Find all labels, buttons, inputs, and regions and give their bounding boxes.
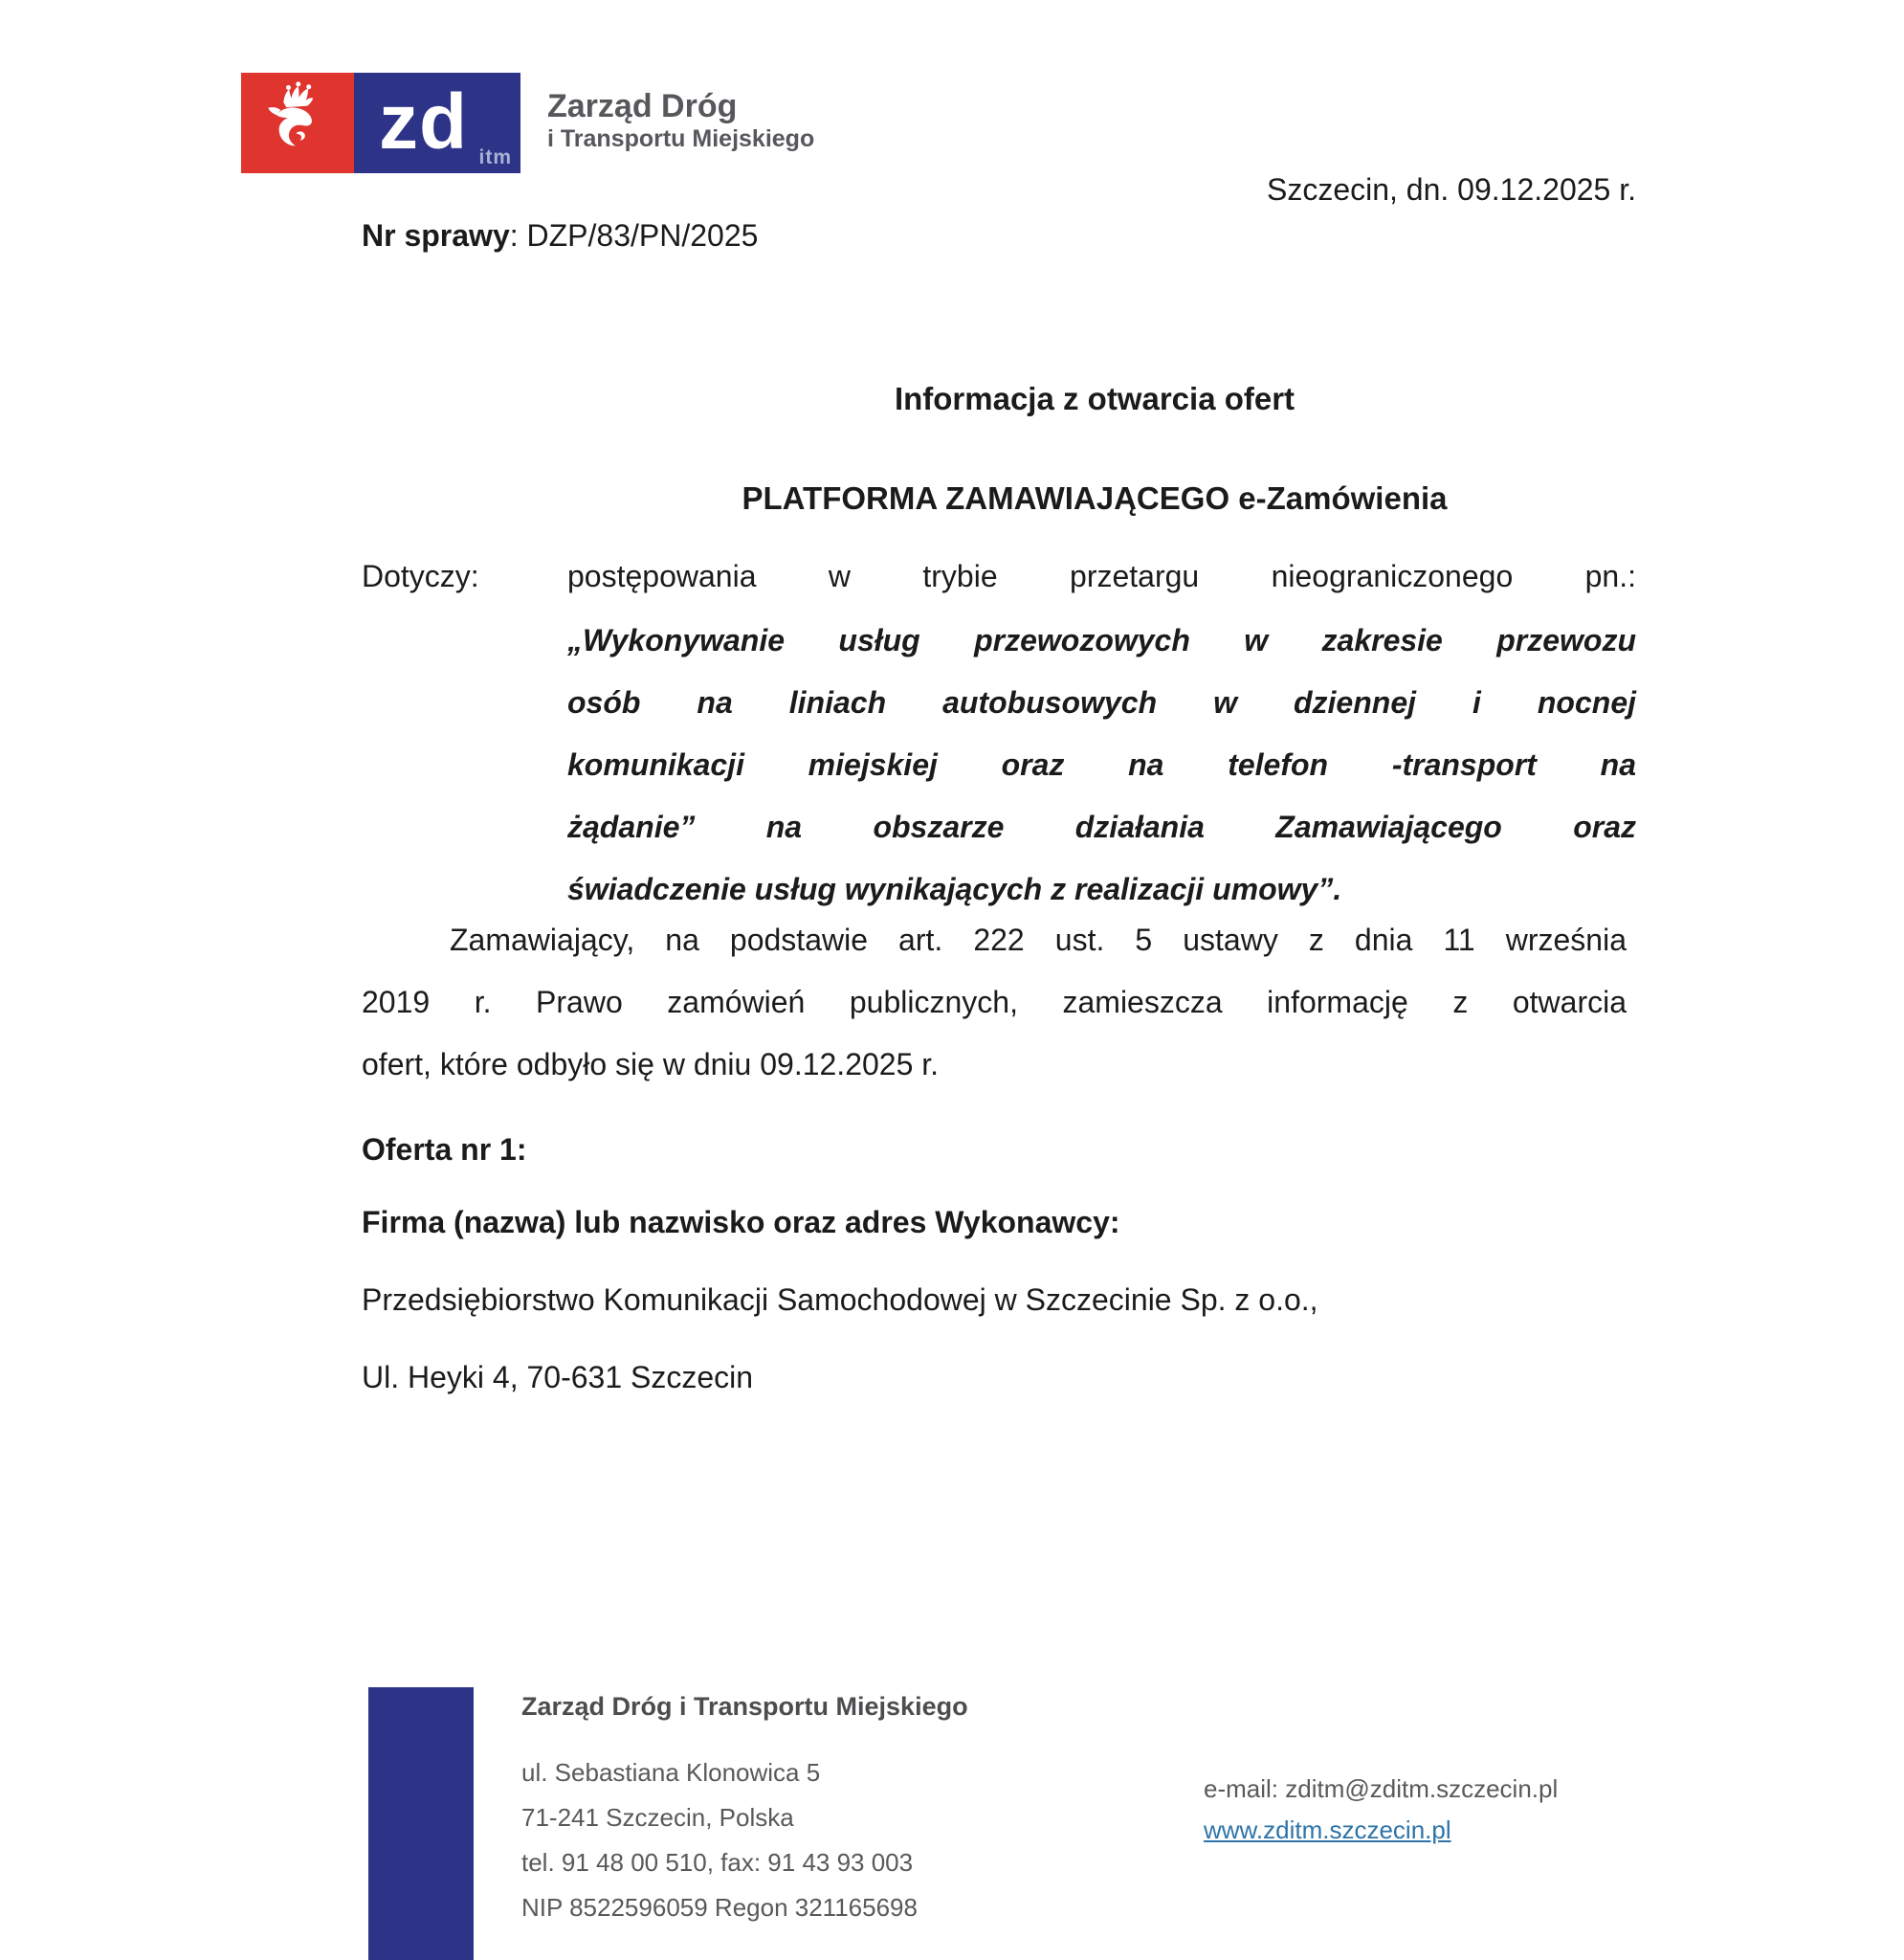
dotyczy-row bbox=[362, 559, 1636, 594]
logo-org-line2: i Transportu Miejskiego bbox=[547, 125, 815, 152]
footer-accent-bar bbox=[368, 1687, 474, 1960]
firm-address-value: Ul. Heyki 4, 70-631 Szczecin bbox=[362, 1360, 754, 1394]
footer-nip-regon: NIP 8522596059 Regon 321165698 bbox=[521, 1893, 918, 1922]
quote-line: „Wykonywanie usług przewozowych w zakresie przewozu bbox=[567, 623, 1636, 657]
legal-basis-paragraph bbox=[362, 921, 1627, 1107]
quote-line: osób na liniach autobusowych w dziennej i nocnej bbox=[567, 685, 1636, 720]
date-line: Szczecin, dn. 09.12.2025 r. bbox=[1266, 172, 1636, 207]
logo-itm-text: itm bbox=[478, 146, 512, 168]
griffin-icon bbox=[255, 76, 340, 170]
footer-street: ul. Sebastiana Klonowica 5 bbox=[521, 1758, 821, 1787]
dotyczy-label: Dotyczy: bbox=[362, 559, 479, 593]
footer-website-link[interactable]: www.zditm.szczecin.pl bbox=[1204, 1815, 1451, 1844]
logo-zd-tile bbox=[354, 73, 520, 173]
quote-line: komunikacji miejskiej oraz na telefon -transport na bbox=[567, 747, 1636, 782]
firm-name-value: Przedsiębiorstwo Komunikacji Samochodowej w Szczecinie Sp. z o.o., bbox=[362, 1282, 1318, 1317]
logo-zd-text: zd bbox=[379, 78, 469, 166]
case-number-line bbox=[362, 218, 758, 254]
footer-contact-block bbox=[521, 1692, 968, 1930]
logo-organization-name bbox=[547, 88, 814, 153]
paragraph-line: ofert, które odbyło się w dniu 09.12.2025 r. bbox=[362, 1047, 940, 1081]
document-title: Informacja z otwarcia ofert bbox=[894, 381, 1295, 416]
footer-organization-name: Zarząd Dróg i Transportu Miejskiego bbox=[521, 1692, 968, 1721]
logo-org-line1: Zarząd Dróg bbox=[547, 88, 738, 124]
logo-griffin-tile bbox=[241, 73, 354, 173]
firm-name-label: Firma (nazwa) lub nazwisko oraz adres Wykonawcy: bbox=[362, 1205, 1120, 1239]
procurement-subject-quote bbox=[567, 621, 1636, 932]
footer-online-contact bbox=[1204, 1769, 1558, 1851]
paragraph-line: 2019 r. Prawo zamówień publicznych, zamieszcza informację z otwarcia bbox=[362, 985, 1627, 1019]
quote-line: świadczenie usług wynikających z realizacji umowy”. bbox=[567, 872, 1342, 906]
quote-line: żądanie” na obszarze działania Zamawiającego oraz bbox=[567, 810, 1636, 844]
footer-city: 71-241 Szczecin, Polska bbox=[521, 1803, 794, 1832]
footer-phone-fax: tel. 91 48 00 510, fax: 91 43 93 003 bbox=[521, 1848, 914, 1877]
paragraph-line: Zamawiający, na podstawie art. 222 ust. 5 ustawy z dnia 11 września bbox=[450, 923, 1627, 957]
document-subtitle: PLATFORMA ZAMAWIAJĄCEGO e-Zamówienia bbox=[742, 480, 1448, 516]
offer-number-heading: Oferta nr 1: bbox=[362, 1132, 527, 1167]
dotyczy-intro: postępowania w trybie przetargu nieograniczonego pn.: bbox=[567, 559, 1636, 593]
footer-email: e-mail: zditm@zditm.szczecin.pl bbox=[1204, 1774, 1559, 1803]
case-number-label: Nr sprawy bbox=[362, 218, 510, 253]
case-number-value: : DZP/83/PN/2025 bbox=[509, 218, 759, 253]
